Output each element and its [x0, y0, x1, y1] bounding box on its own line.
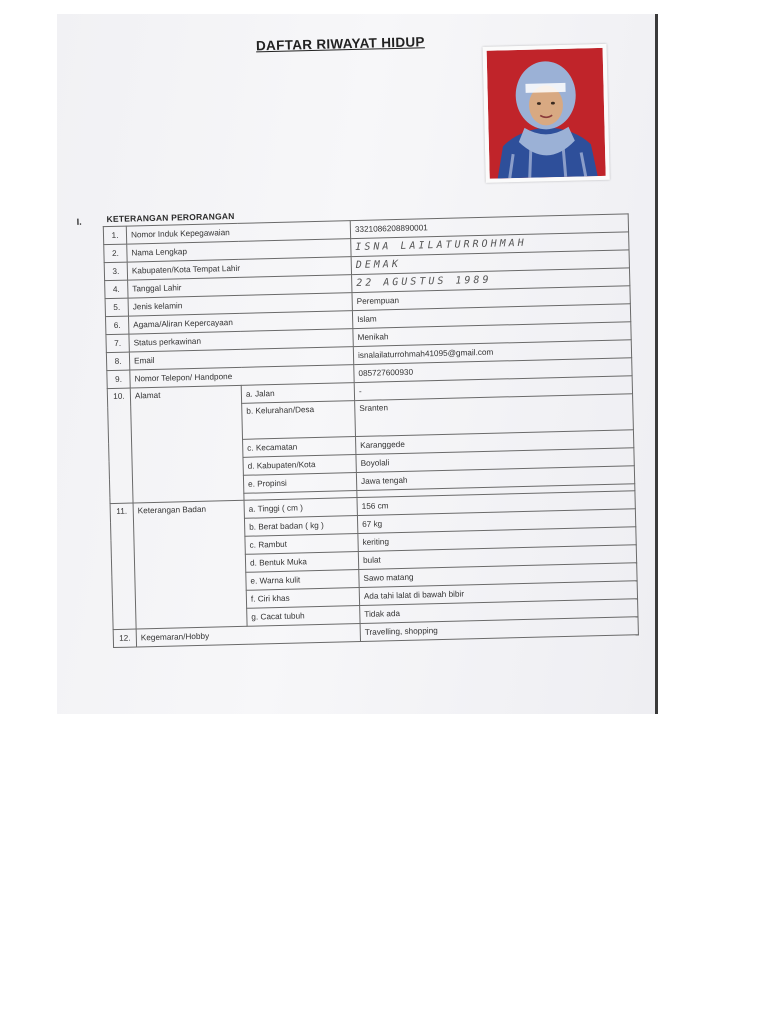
row-number: 10. [107, 388, 133, 504]
handwritten-name: ISNA LAILATURROHMAH [355, 237, 527, 254]
sub-label: a. Jalan [241, 383, 354, 404]
row-value: 085727600930 [354, 358, 632, 383]
sub-label: g. Cacat tubuh [247, 606, 360, 627]
row-value: keriting [358, 527, 636, 552]
row-number: 4. [105, 280, 128, 299]
row-label: Tanggal Lahir [128, 275, 352, 298]
row-label: Alamat [130, 385, 244, 503]
document-title: DAFTAR RIWAYAT HIDUP [255, 34, 425, 54]
handwritten-birthplace: DEMAK [355, 258, 402, 272]
row-value: Ada tahi lalat di bawah bibir [359, 581, 637, 606]
section-title: KETERANGAN PERORANGAN [106, 210, 235, 225]
sub-label: a. Tinggi ( cm ) [244, 498, 357, 519]
row-number: 7. [106, 334, 129, 353]
row-label: Nama Lengkap [127, 239, 351, 262]
row-number: 6. [105, 316, 128, 335]
row-number: 9. [107, 370, 130, 389]
row-value: 156 cm [357, 491, 635, 516]
handwritten-birthdate: 22 AGUSTUS 1989 [356, 274, 492, 290]
row-value: - [354, 376, 632, 401]
row-label: Email [129, 347, 353, 370]
sub-label: e. Propinsi [243, 473, 356, 494]
sub-label: e. Warna kulit [246, 570, 359, 591]
row-number: 8. [106, 352, 129, 371]
document-photo [57, 14, 657, 714]
sub-label: c. Rambut [245, 534, 358, 555]
personal-info-table [103, 210, 639, 648]
sub-label: b. Kelurahan/Desa [242, 401, 356, 440]
row-label: Nomor Telepon/ Handpone [130, 365, 354, 388]
row-value: Karanggede [355, 430, 633, 455]
row-value: Boyolali [356, 448, 634, 473]
row-value: 3321086208890001 [350, 214, 628, 239]
portrait-illustration [487, 48, 606, 179]
cv-document [50, 7, 667, 721]
row-number: 11. [110, 503, 136, 630]
sub-label: c. Kecamatan [243, 437, 356, 458]
row-value: Perempuan [352, 286, 630, 311]
row-value: bulat [358, 545, 636, 570]
row-value: Jawa tengah [356, 466, 634, 491]
row-label: Status perkawinan [129, 329, 353, 352]
row-value: Sawo matang [359, 563, 637, 588]
row-number: 5. [105, 298, 128, 317]
row-number: 1. [103, 226, 126, 245]
row-label: Keterangan Badan [133, 500, 247, 629]
row-label: Jenis kelamin [128, 293, 352, 316]
row-value: Islam [352, 304, 630, 329]
sub-label: d. Bentuk Muka [245, 552, 358, 573]
row-value: Sranten [355, 394, 634, 437]
row-label: Kabupaten/Kota Tempat Lahir [127, 257, 351, 280]
section-number: I. [76, 216, 82, 227]
sub-label: f. Ciri khas [246, 588, 359, 609]
sub-label: b. Berat badan ( kg ) [244, 516, 357, 537]
sub-label: d. Kabupaten/Kota [243, 455, 356, 476]
row-value: Travelling, shopping [360, 617, 638, 642]
portrait-photo [483, 44, 610, 183]
row-number: 2. [104, 244, 127, 263]
sheet-edge-shadow [655, 14, 658, 714]
row-value: isnalailaturrohmah41095@gmail.com [353, 340, 631, 365]
row-label: Agama/Aliran Kepercayaan [128, 311, 352, 334]
row-label: Kegemaran/Hobby [136, 624, 360, 647]
row-value: 67 kg [357, 509, 635, 534]
row-number: 3. [104, 262, 127, 281]
row-label: Nomor Induk Kepegawaian [126, 221, 350, 244]
row-number: 12. [113, 629, 136, 648]
row-value: Menikah [353, 322, 631, 347]
row-value: Tidak ada [360, 599, 638, 624]
